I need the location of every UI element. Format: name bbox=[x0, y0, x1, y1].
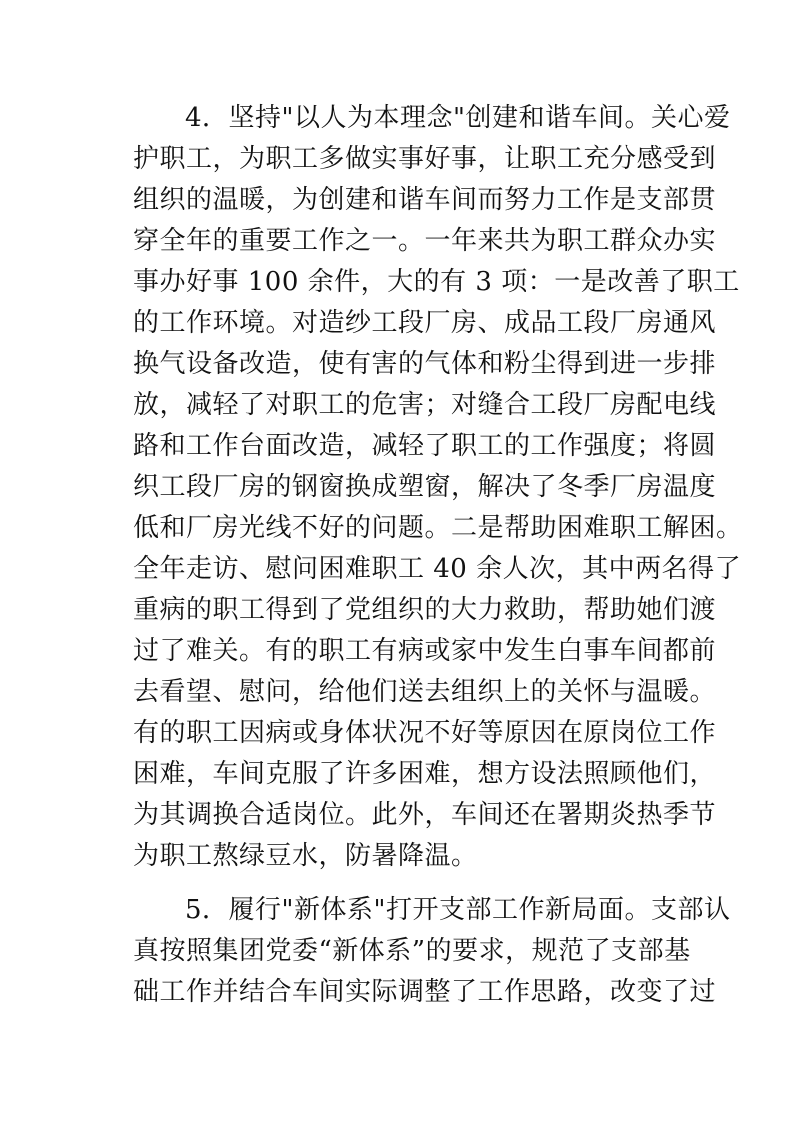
paragraph-line: 路和工作台面改造，减轻了职工的工作强度；将圆 bbox=[133, 431, 717, 461]
paragraph-line: 去看望、慰问，给他们送去组织上的关怀与温暖。 bbox=[133, 677, 717, 707]
paragraph-line: 全年走访、慰问困难职工 40 余人次，其中两名得了 bbox=[133, 554, 742, 584]
paragraph-line: 础工作并结合车间实际调整了工作思路，改变了过 bbox=[133, 977, 717, 1007]
paragraph-line: 真按照集团党委“新体系”的要求，规范了支部基 bbox=[133, 936, 691, 966]
paragraph-line: 组织的温暖，为创建和谐车间而努力工作是支部贯 bbox=[133, 185, 717, 215]
paragraph-line: 的工作环境。对造纱工段厂房、成品工段厂房通风 bbox=[133, 308, 717, 338]
paragraph-line: 放，减轻了对职工的危害；对缝合工段厂房配电线 bbox=[133, 390, 717, 420]
paragraph-line: 低和厂房光线不好的问题。二是帮助困难职工解困。 bbox=[133, 513, 743, 543]
paragraph-line: 为职工熬绿豆水，防暑降温。 bbox=[133, 841, 478, 871]
paragraph-line: 护职工，为职工多做实事好事，让职工充分感受到 bbox=[133, 144, 717, 174]
paragraph-line: 换气设备改造，使有害的气体和粉尘得到进一步排 bbox=[133, 349, 717, 379]
paragraph-line: 4．坚持"以人为本理念"创建和谐车间。关心爱 bbox=[185, 103, 731, 133]
paragraph-line: 重病的职工得到了党组织的大力救助，帮助她们渡 bbox=[133, 595, 717, 625]
paragraph-line: 为其调换合适岗位。此外，车间还在署期炎热季节 bbox=[133, 800, 717, 830]
paragraph-line: 过了难关。有的职工有病或家中发生白事车间都前 bbox=[133, 636, 717, 666]
paragraph-line: 5．履行"新体系"打开支部工作新局面。支部认 bbox=[185, 895, 731, 925]
paragraph-line: 穿全年的重要工作之一。一年来共为职工群众办实 bbox=[133, 226, 717, 256]
paragraph-line: 织工段厂房的钢窗换成塑窗，解决了冬季厂房温度 bbox=[133, 472, 717, 502]
paragraph-line: 困难，车间克服了许多困难，想方设法照顾他们， bbox=[133, 759, 717, 789]
paragraph-line: 有的职工因病或身体状况不好等原因在原岗位工作 bbox=[133, 718, 717, 748]
paragraph-line: 事办好事 100 余件，大的有 3 项：一是改善了职工 bbox=[133, 267, 740, 297]
